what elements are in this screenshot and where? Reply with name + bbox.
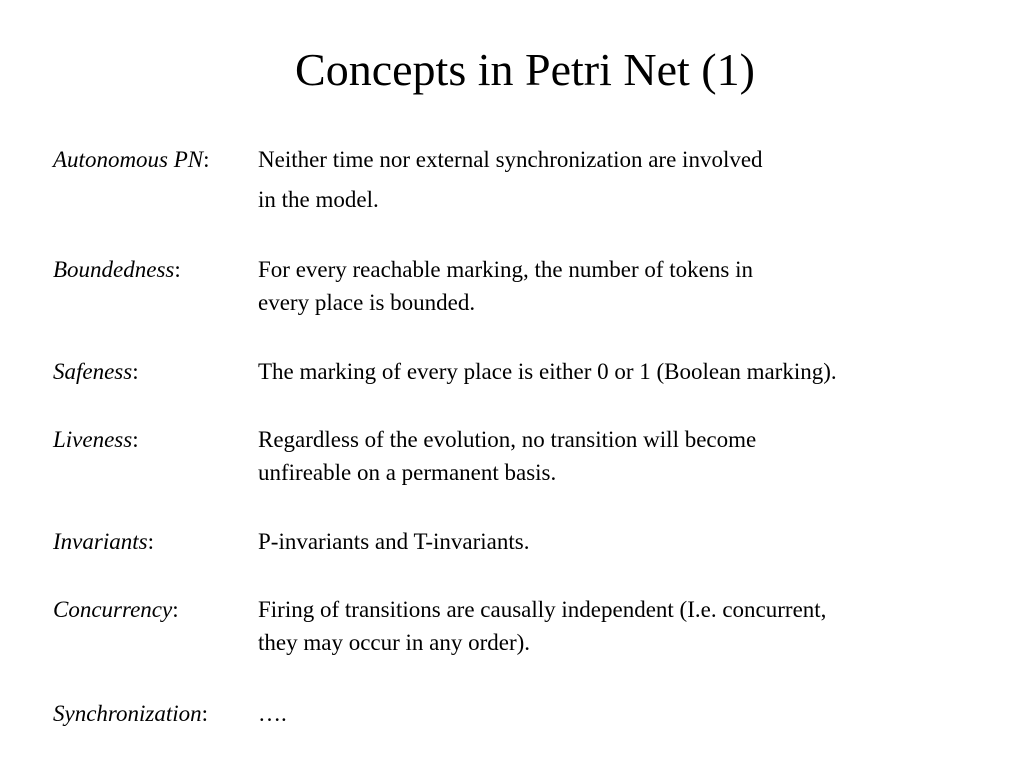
term-label: Boundedness <box>53 257 175 282</box>
definition-line: in the model. <box>258 187 379 212</box>
term-label: Autonomous PN <box>53 147 204 172</box>
definition-line: The marking of every place is either 0 or 1 (Boolean marking). <box>258 359 837 384</box>
definition-line: P-invariants and T-invariants. <box>258 529 530 554</box>
term-label: Liveness <box>53 427 133 452</box>
term-invariants: Invariants: <box>53 529 154 554</box>
term-label: Invariants <box>53 529 148 554</box>
definition-line: …. <box>258 701 287 726</box>
definition-line: For every reachable marking, the number of tokens in <box>258 257 753 282</box>
term-synchronization: Synchronization: <box>53 701 209 726</box>
term-label: Safeness <box>53 359 133 384</box>
term-label: Concurrency <box>53 597 173 622</box>
term-label: Synchronization <box>53 701 202 726</box>
term-boundedness: Boundedness: <box>53 257 181 282</box>
term-liveness: Liveness: <box>53 427 139 452</box>
definition-line: Regardless of the evolution, no transition will become <box>258 427 757 452</box>
term-concurrency: Concurrency: <box>53 597 179 622</box>
definition-line: they may occur in any order). <box>258 630 531 655</box>
term-autonomous-pn: Autonomous PN: <box>53 147 210 172</box>
definition-line: unfireable on a permanent basis. <box>258 460 557 485</box>
term-safeness: Safeness: <box>53 359 139 384</box>
definition-line: every place is bounded. <box>258 290 476 315</box>
definition-line: Firing of transitions are causally independent (I.e. concurrent, <box>258 597 827 622</box>
definition-line: Neither time nor external synchronization are involved <box>258 147 763 172</box>
slide-title: Concepts in Petri Net (1) <box>295 44 755 95</box>
